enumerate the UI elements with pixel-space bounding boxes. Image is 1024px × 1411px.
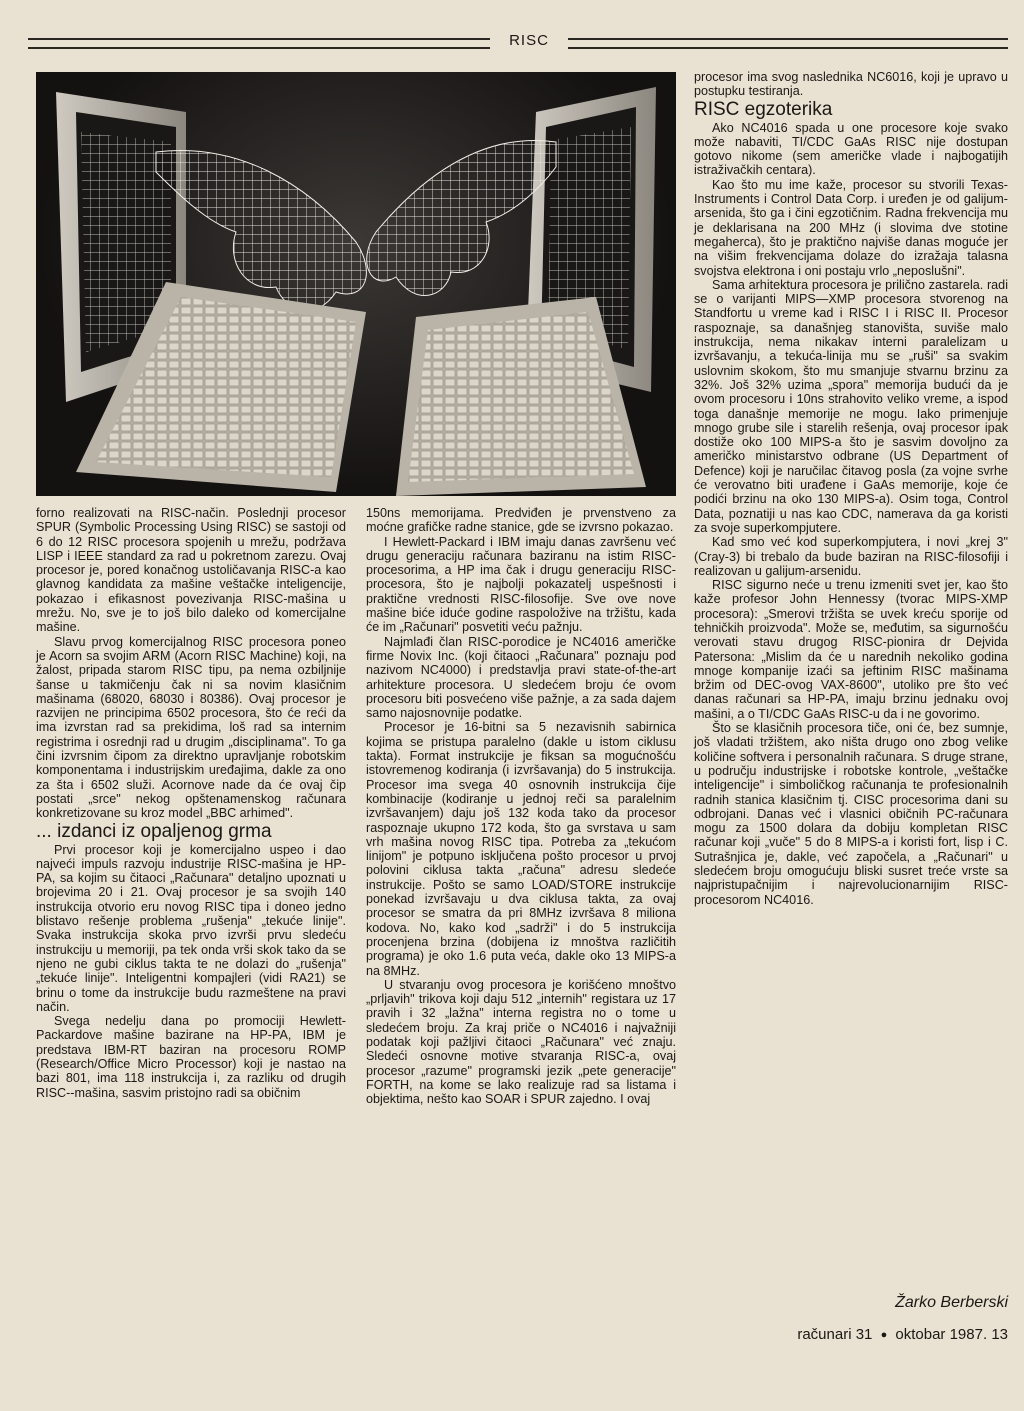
paragraph: Što se klasičnih procesora tiče, oni će, bez sumnje, još vladati tržištem, ako ništa drugo ono zbog velike količine softvera i personalnih računara. S druge strane, u području industrijske i robotske kontrole, „veštačke inteligencije" i simboličkog računanja te profesionalnih radnih stanica klasičnim tj. CISC procesorima dani su odbrojani. Danas već i vlasnici običnih PC-računara mogu za 1500 dolara da dobiju kompletan RISC računar koji „vuče" 5 do 8 MIPS-a i koristi fort, lisp i C. Sutrašnjica je, dakle, već započela, a „Računari" u sledećem broju omogućuju bliski susret treće vrste sa najpristupačnijim i najrevolucionarnijim RISC-procesorom NC4016.	[694, 721, 1008, 907]
paragraph: 150ns memorijama. Predviđen je prvenstveno za moćne grafičke radne stanice, gde se izvrsno pokazao.	[366, 506, 676, 535]
paragraph: Najmlađi član RISC-porodice je NC4016 američke firme Novix Inc. (koji čitaoci „Računara" poznaju pod nazivom NC4000) i predstavlja pravi state-of-the-art arhitekture procesora. U sledećem broju će ovom procesoru biti posvećeno više pažnje, a za sada dajem samo najosnovnije podatke.	[366, 634, 676, 721]
paragraph: Svega nedelju dana po promociji Hewlett-Packardove mašine bazirane na HP-PA, IBM je predstava IBM-RT baziran na procesoru ROMP (Research/Office Micro Processor) koji je nastao na bazi 801, ima 118 instrukcija i, za razliku od drugih RISC--mašina, sasvim pristojno radi sa običnim	[36, 1014, 346, 1100]
article-column-2	[366, 506, 676, 1106]
subheading: ... izdanci iz opaljenog grma	[36, 820, 272, 842]
paragraph: U stvaranju ovog procesora je korišćeno mnoštvo „prljavih" trikova koji daju 512 „internih" registara uz 17 pravih i 32 „lažna" interna registra no o tome u sledećem broju. Za kraj priče o NC4016 i najvažniji podatak koji pažljivi čitaoci „Računara" već znaju. Sledeći osnovne motive stvaranja RISC-a, ovaj procesor „razume" programski jezik „pete generacije" FORTH, na kome se lako realizuje rad sa listama i objektima, nešto kao SOAR i SPUR zajedno. I ovaj	[366, 977, 676, 1107]
paragraph: procesor ima svog naslednika NC6016, koji je upravo u postupku testiranja.	[694, 70, 1008, 99]
header-rule-left	[28, 38, 490, 49]
paragraph: I Hewlett-Packard i IBM imaju danas završenu već drugu generaciju računara baziranu na istim RISC-procesorima, a HP ima čak i drugu generaciju RISC-procesora, što je najbolji pokazatelj uspešnosti i praktične vrednosti RISC-filosofije. Sve ove nove mašine biće iduće godine raspoložive na tržištu, kada će im „Računari" posvetiti veću pažnju.	[366, 534, 676, 635]
paragraph: Slavu prvog komercijalnog RISC procesora poneo je Acorn sa svojim ARM (Acorn RISC Machine) koji, na žalost, pripada starom RISC tipu, pa nema ozbiljnije šanse u takmičenju čak ni sa novim klasičnim mašinama (68020, 68030 i 80386). Ovaj procesor je razvijen ne principima 6502 procesora, što će reći da ima izvrstan rad sa prekidima, loš rad sa internim registrima i osrednji rad u drugim „disciplinama". To ga čini izvrsnim čipom za direktno upravljanje robotskim komponentama i industrijskim uređajima, dakle za ono za šta i 6502 služi. Acornove nade da će ovaj čip postati „srce" nekog opštenamenskog računara konkretizovane su kroz model „BBC arhimed".	[36, 634, 346, 821]
section-title: RISC	[509, 32, 549, 49]
author-byline: Žarko Berberski	[895, 1294, 1008, 1311]
page-number: 13	[991, 1326, 1008, 1343]
paragraph: Kad smo već kod superkompjutera, i novi „krej 3" (Cray-3) bi trebalo da bude baziran na RISC-filosofiji i realizovan u galijum-arsenidu.	[694, 535, 1008, 578]
paragraph: Sama arhitektura procesora je prilično zastarela. radi se o varijanti MIPS—XMP procesora stvorenog na Standfortu u vreme kad i RISC I i RISC II. Procesor raspoznaje, sa današnjeg stanovišta, suviše malo instrukcija, nema nikakav interni paralelizam u izvršavanju, a tekuća-linija mu se „ruši" sa svakim uslovnim skokom, što mu smanjuje stvarnu brzinu za 32%. Još 32% uzima „spora" memorija budući da je ovom procesoru i 10ns strahovito veliko vreme, a ispod toga današnje memorije ne mogu. Iako primenjuje mnogo grube sile i starelih rešenja, ovaj procesor ipak dostiže oko 100 MIPS-a što je sasvim dovoljno za američko ministarstvo odbrane (US Department of Defence) koji je naručilac čitavog posla (za vojne svrhe će verovatno biti urađene i GaAs memorije, koje će podići brzinu na oko 130 MIPS-a). Osim toga, Control Data, poznatiji u nas kao CDC, namerava da ga koristi za svoje superkompjutere.	[694, 277, 1008, 535]
footer-magazine: računari 31	[797, 1326, 873, 1343]
paragraph: RISC sigurno neće u trenu izmeniti svet jer, kao što kaže profesor John Hennessy (tvorac MIPS-XMP procesora): „Smerovi tržišta se uvek kreću sporije od tehničkih proizvoda". Može se, međutim, sa sigurnošću verovati stavu drugog RISC-pionira dr Dejvida Patersona: „Mislim da će u narednih nekoliko godina mnoge kompanije izaći sa jeftinim RISC mašinama bržim od DEC-ovog VAX-8600", utoliko pre što već danas računari sa HP-PA, imaju brzinu jednaku ovoj mašini, a o TI/CDC GaAs RISC-u da i ne govorimo.	[694, 578, 1008, 721]
footer-separator: ●	[880, 1329, 888, 1342]
wireframe-hand-right	[367, 140, 556, 295]
illustration-svg	[36, 72, 676, 496]
paragraph: Procesor je 16-bitni sa 5 nezavisnih sabirnica kojima se pristupa paralelno (dakle u istom ciklusu takta). Format instrukcije je fiksan sa mogućnošću istovremenog kodiranja (i izvršavanja) do 5 instrukcija. Procesor ima svega 40 osnovnih instrukcija čije kombinacije (kodiranje u jednoj reči sa paralelnim izvršavanjem) daju još 132 koda tako da procesor raspoznaje ukupno 172 koda, što ga svrstava u sam vrh mašina novog RISC tipa. Potreba za „tekućom linijom" je potpuno isključena pošto procesor u prvoj polovini ciklusa takta „računa" adresu sledeće instrukcije. Pošto se samo LOAD/STORE instrukcije ponekad izvršavaju u dva ciklusa takta, za ovaj procesor se smatra da pri 8MHz izvršava 8 miliona kodova. No, kako kod „sadrži" i do 5 instrukcija procenjena brzina (dobijena iz mnoštva različitih programa) je oko 1.6 puta veća, dakle oko 13 MIPS-a na 8MHz.	[366, 720, 676, 978]
page-footer	[797, 1326, 1008, 1343]
article-column-3	[694, 70, 1008, 907]
header-rule-right	[568, 38, 1008, 49]
article-column-1	[36, 506, 346, 1100]
paragraph: Kao što mu ime kaže, procesor su stvorili Texas-Instruments i Control Data Corp. i uređen je od galijum-arsenida, što ga i čini egzotičnim. Radna frekvencija mu je deklarisana na 200 MHz (i slovima dve stotine megaherca), što je praktično najviše danas moguće jer na višim frekvencijama dolaze do izražaja talasna svojstva elektrona i oni postaju vrlo „neposlušni".	[694, 177, 1008, 278]
subheading: RISC egzoterika	[694, 98, 833, 120]
section-header	[28, 34, 1008, 50]
paragraph: forno realizovati na RISC-način. Poslednji procesor SPUR (Symbolic Processing Using RISC) se sastoji od 6 do 12 RISC procesora spojenih u mrežu, podržava LISP i IEEE standard za rad u pokretnom zarezu. Ovaj procesor je, pored konačnog ustoličavanja RISC-a kao glavnog kandidata za mašine veštačke inteligencije, pokazao i efikasnost povezivanja RISC-mašina u mrežu. No, sve je to još bilo daleko od komercijalne mašine.	[36, 506, 346, 635]
illustration-wireframe-hands	[36, 72, 676, 496]
paragraph: Ako NC4016 spada u one procesore koje svako može nabaviti, TI/CDC GaAs RISC nije dostupan gotovo nikome (sem američke vlade i najbogatijih istraživačkih centara).	[694, 120, 1008, 178]
footer-date: oktobar 1987.	[895, 1326, 988, 1343]
paragraph: Prvi procesor koji je komercijalno uspeo i dao najveći impuls razvoju industrije RISC-mašina je HP-PA, sa kojim su čitaoci „Računara" detaljno upoznati u brojevima 20 i 21. Ovaj procesor je sa svojih 140 instrukcija otvorio eru novog RISC tipa i doneo jedno blistavo rešenje problema „rušenja" „tekuće linije". Svaka instrukcija skoka prvo izvrši prvu sledeću instrukciju u memoriji, pa tek onda vrši skok tako da se njeno ne gubi ciklus takta te ne dolazi do „rušenja" „tekuće linije". Inteligentni kompajleri (vidi RA21) se brinu o tome da instrukcije budu razmeštene na pravi način.	[36, 842, 346, 1014]
